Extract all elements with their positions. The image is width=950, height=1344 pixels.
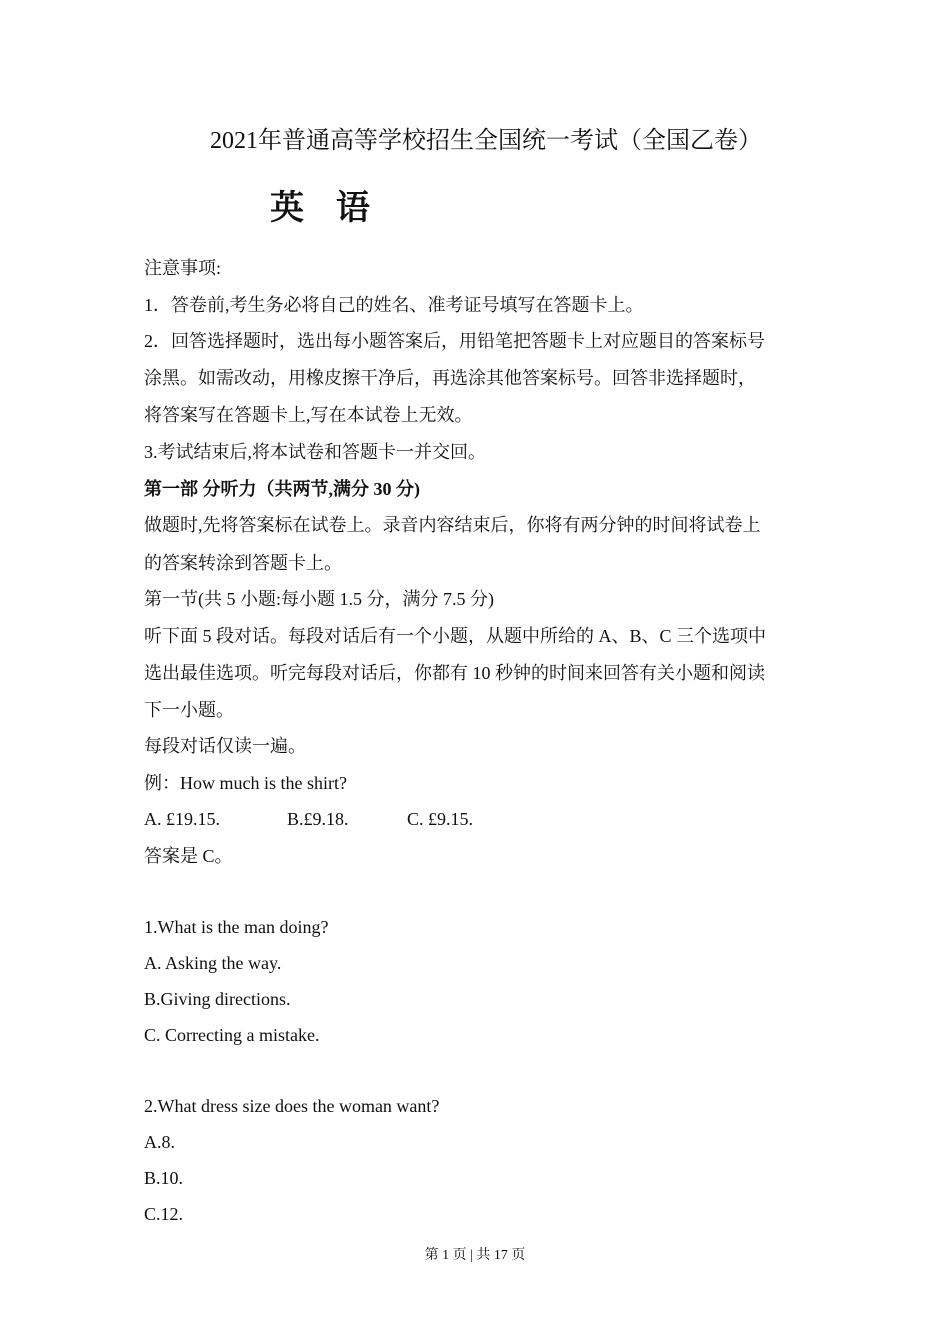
text-line: 3.考试结束后,将本试卷和答题卡一并交回。 [144, 442, 486, 462]
exam-title: 2021年普通高等学校招生全国统一考试（全国乙卷） [210, 128, 762, 154]
example-option: A. £19.15. [144, 809, 220, 829]
text-line: 做题时,先将答案标在试卷上。录音内容结束后，你将有两分钟的时间将试卷上 [144, 515, 761, 535]
answer-option: B.Giving directions. [144, 989, 291, 1009]
section-heading: 第一部 分听力（共两节,满分 30 分) [144, 479, 420, 499]
question-text: 2.What dress size does the woman want? [144, 1096, 440, 1116]
page-footer: 第 1 页 | 共 17 页 [424, 1248, 526, 1263]
text-line: 第一节(共 5 小题:每小题 1.5 分，满分 7.5 分) [144, 589, 494, 609]
text-line: 注意事项: [144, 258, 222, 278]
text-line: 的答案转涂到答题卡上。 [144, 553, 342, 573]
text-line: 1．答卷前,考生务必将自己的姓名、准考证号填写在答题卡上。 [144, 295, 644, 315]
question-text: 1.What is the man doing? [144, 917, 329, 937]
answer-option: C.12. [144, 1204, 184, 1224]
text-line: 例：How much is the shirt? [144, 773, 347, 793]
example-option: C. £9.15. [407, 809, 474, 829]
text-line: 涂黑。如需改动，用橡皮擦干净后，再选涂其他答案标号。回答非选择题时， [144, 368, 756, 388]
answer-option: A.8. [144, 1132, 175, 1152]
text-line: 将答案写在答题卡上,写在本试卷上无效。 [144, 405, 473, 425]
text-line: 选出最佳选项。听完每段对话后，你都有 10 秒钟的时间来回答有关小题和阅读 [144, 663, 765, 683]
text-line: 下一小题。 [144, 700, 234, 720]
subject-heading: 英 语 [270, 188, 380, 228]
answer-option: A. Asking the way. [144, 953, 282, 973]
text-line: 2．回答选择题时，选出每小题答案后，用铅笔把答题卡上对应题目的答案标号 [144, 331, 765, 351]
example-answer: 答案是 C。 [144, 846, 233, 866]
example-option: B.£9.18. [287, 809, 349, 829]
answer-option: C. Correcting a mistake. [144, 1025, 320, 1045]
text-line: 每段对话仅读一遍。 [144, 736, 306, 756]
answer-option: B.10. [144, 1168, 184, 1188]
text-line: 听下面 5 段对话。每段对话后有一个小题，从题中所给的 A、B、C 三个选项中 [144, 626, 767, 646]
